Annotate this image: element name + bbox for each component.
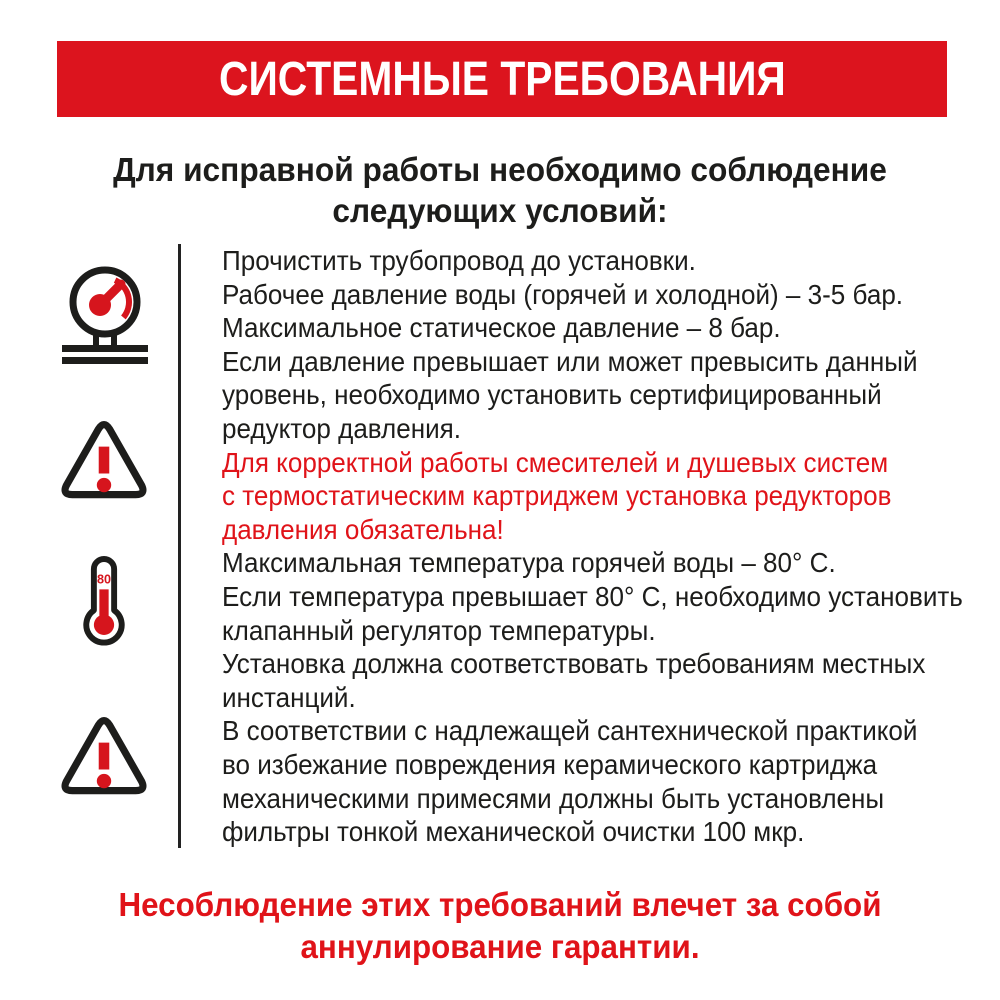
- requirement-line: Если температура превышает 80° C, необходимо установить: [222, 580, 963, 612]
- warranty-line-1: Несоблюдение этих требований влечет за собой: [118, 886, 882, 923]
- page-title: СИСТЕМНЫЕ ТРЕБОВАНИЯ: [218, 52, 786, 106]
- requirement-line: В соответствии с надлежащей сантехнической практикой: [222, 715, 918, 747]
- requirement-line: Прочистить трубопровод до установки.: [222, 245, 696, 276]
- requirement-line: во избежание повреждения керамического картриджа: [222, 748, 878, 780]
- vertical-divider: [178, 244, 181, 848]
- warning-triangle-icon: [56, 416, 152, 508]
- requirement-line: Для корректной работы смесителей и душевых систем: [222, 446, 889, 478]
- requirement-line: редуктор давления.: [222, 412, 461, 444]
- pressure-gauge-icon: [60, 258, 150, 364]
- intro-line-1: Для исправной работы необходимо соблюдение: [113, 151, 887, 188]
- header-bar: [57, 41, 947, 117]
- requirement-line: с термостатическим картриджем установка редукторов: [222, 480, 892, 512]
- requirement-line: давления обязательна!: [222, 513, 504, 545]
- requirement-line: клапанный регулятор температуры.: [222, 614, 656, 646]
- requirement-line: Максимальное статическое давление – 8 бар.: [222, 312, 781, 344]
- thermometer-icon: [77, 552, 131, 647]
- warranty-warning: [25, 884, 975, 968]
- requirement-line: фильтры тонкой механической очистки 100 мкр.: [222, 816, 805, 848]
- requirement-line: Рабочее давление воды (горячей и холодной) – 3-5 бар.: [222, 278, 904, 310]
- intro-heading: [20, 149, 980, 231]
- requirement-line: уровень, необходимо установить сертифицированный: [222, 379, 882, 411]
- requirement-line: механическими примесями должны быть установлены: [222, 782, 885, 814]
- intro-line-2: следующих условий:: [332, 192, 668, 229]
- requirement-line: Максимальная температура горячей воды – 80° C.: [222, 547, 836, 579]
- requirement-line: Если давление превышает или может превысить данный: [222, 345, 918, 377]
- requirements-list: [222, 244, 992, 849]
- requirement-line: инстанций.: [222, 681, 356, 713]
- requirement-line: Установка должна соответствовать требованиям местных: [222, 648, 926, 680]
- warranty-line-2: аннулирование гарантии.: [300, 928, 700, 965]
- thermometer-label: 80: [96, 572, 112, 587]
- warning-triangle-icon: [56, 712, 152, 804]
